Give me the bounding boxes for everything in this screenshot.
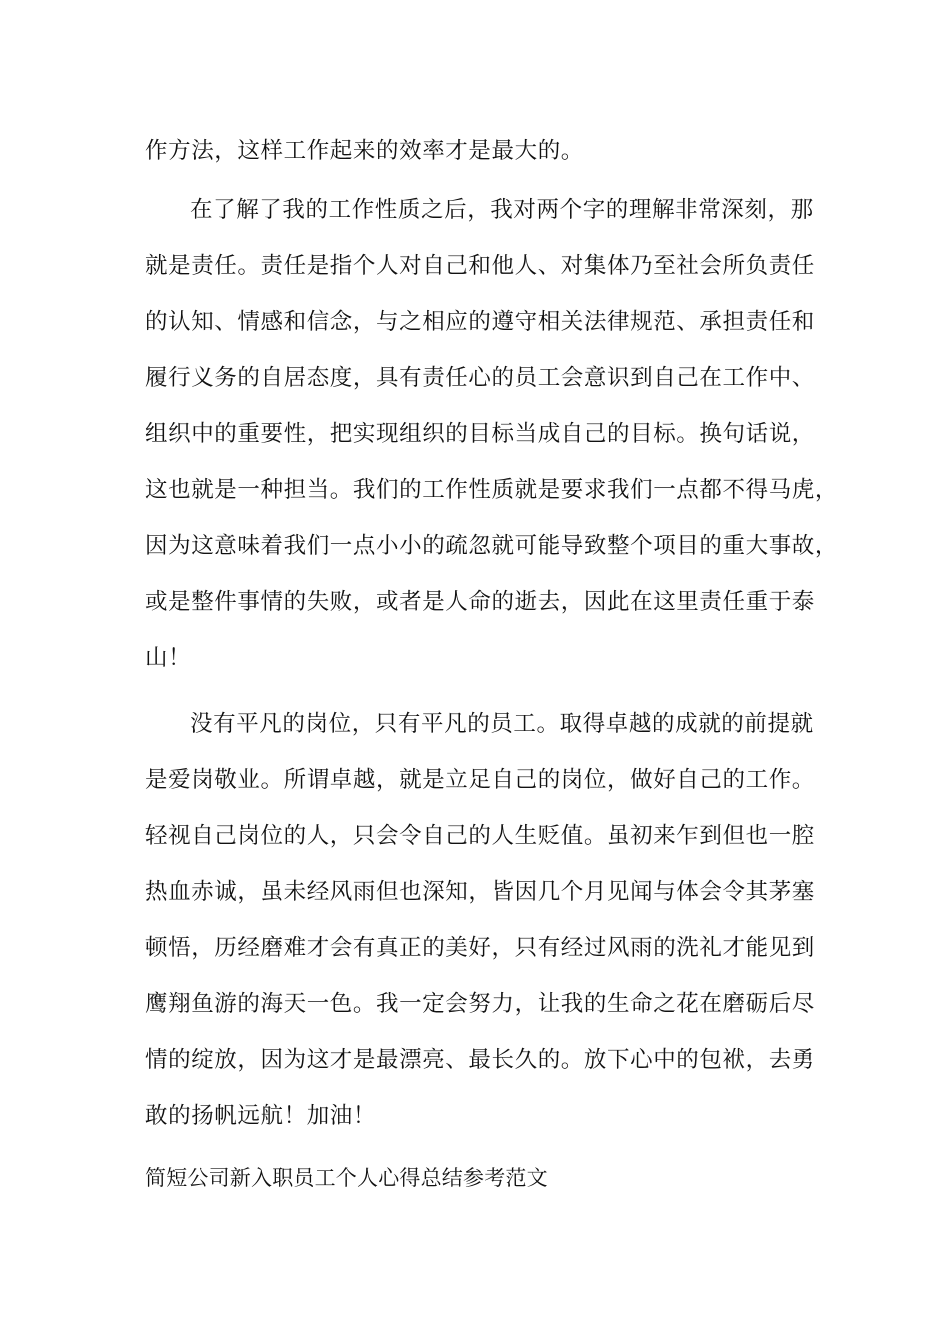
section-title: 简短公司新入职员工个人心得总结参考范文: [145, 1166, 548, 1190]
paragraph-line: 是爱岗敬业。所谓卓越，就是立足自己的岗位，做好自己的工作。: [145, 767, 815, 793]
paragraph-line: 履行义务的自居态度，具有责任心的员工会意识到自己在工作中、: [145, 365, 815, 391]
paragraph-line: 热血赤诚，虽未经风雨但也深知，皆因几个月见闻与体会令其茅塞: [145, 879, 815, 905]
paragraph-line: 在了解了我的工作性质之后，我对两个字的理解非常深刻，那: [190, 197, 814, 223]
paragraph-line: 的认知、情感和信念，与之相应的遵守相关法律规范、承担责任和: [145, 309, 815, 335]
paragraph-line: 没有平凡的岗位，只有平凡的员工。取得卓越的成就的前提就: [190, 711, 814, 737]
paragraph-line: 因为这意味着我们一点小小的疏忽就可能导致整个项目的重大事故，: [145, 533, 839, 559]
paragraph-line: 或是整件事情的失败，或者是人命的逝去，因此在这里责任重于泰: [145, 589, 815, 615]
paragraph-line: 鹰翔鱼游的海天一色。我一定会努力，让我的生命之花在磨砺后尽: [145, 991, 815, 1017]
paragraph-line: 敢的扬帆远航！加油！: [145, 1103, 377, 1129]
paragraph-line: 山！: [145, 645, 192, 671]
paragraph-line: 作方法，这样工作起来的效率才是最大的。: [145, 138, 584, 164]
paragraph-line: 这也就是一种担当。我们的工作性质就是要求我们一点都不得马虎，: [145, 477, 839, 503]
paragraph-line: 顿悟，历经磨难才会有真正的美好，只有经过风雨的洗礼才能见到: [145, 935, 815, 961]
paragraph-line: 轻视自己岗位的人，只会令自己的人生贬值。虽初来乍到但也一腔: [145, 823, 815, 849]
paragraph-line: 情的绽放，因为这才是最漂亮、最长久的。放下心中的包袱，去勇: [145, 1047, 815, 1073]
paragraph-line: 组织中的重要性，把实现组织的目标当成自己的目标。换句话说，: [145, 421, 815, 447]
paragraph-line: 就是责任。责任是指个人对自己和他人、对集体乃至社会所负责任: [145, 253, 815, 279]
